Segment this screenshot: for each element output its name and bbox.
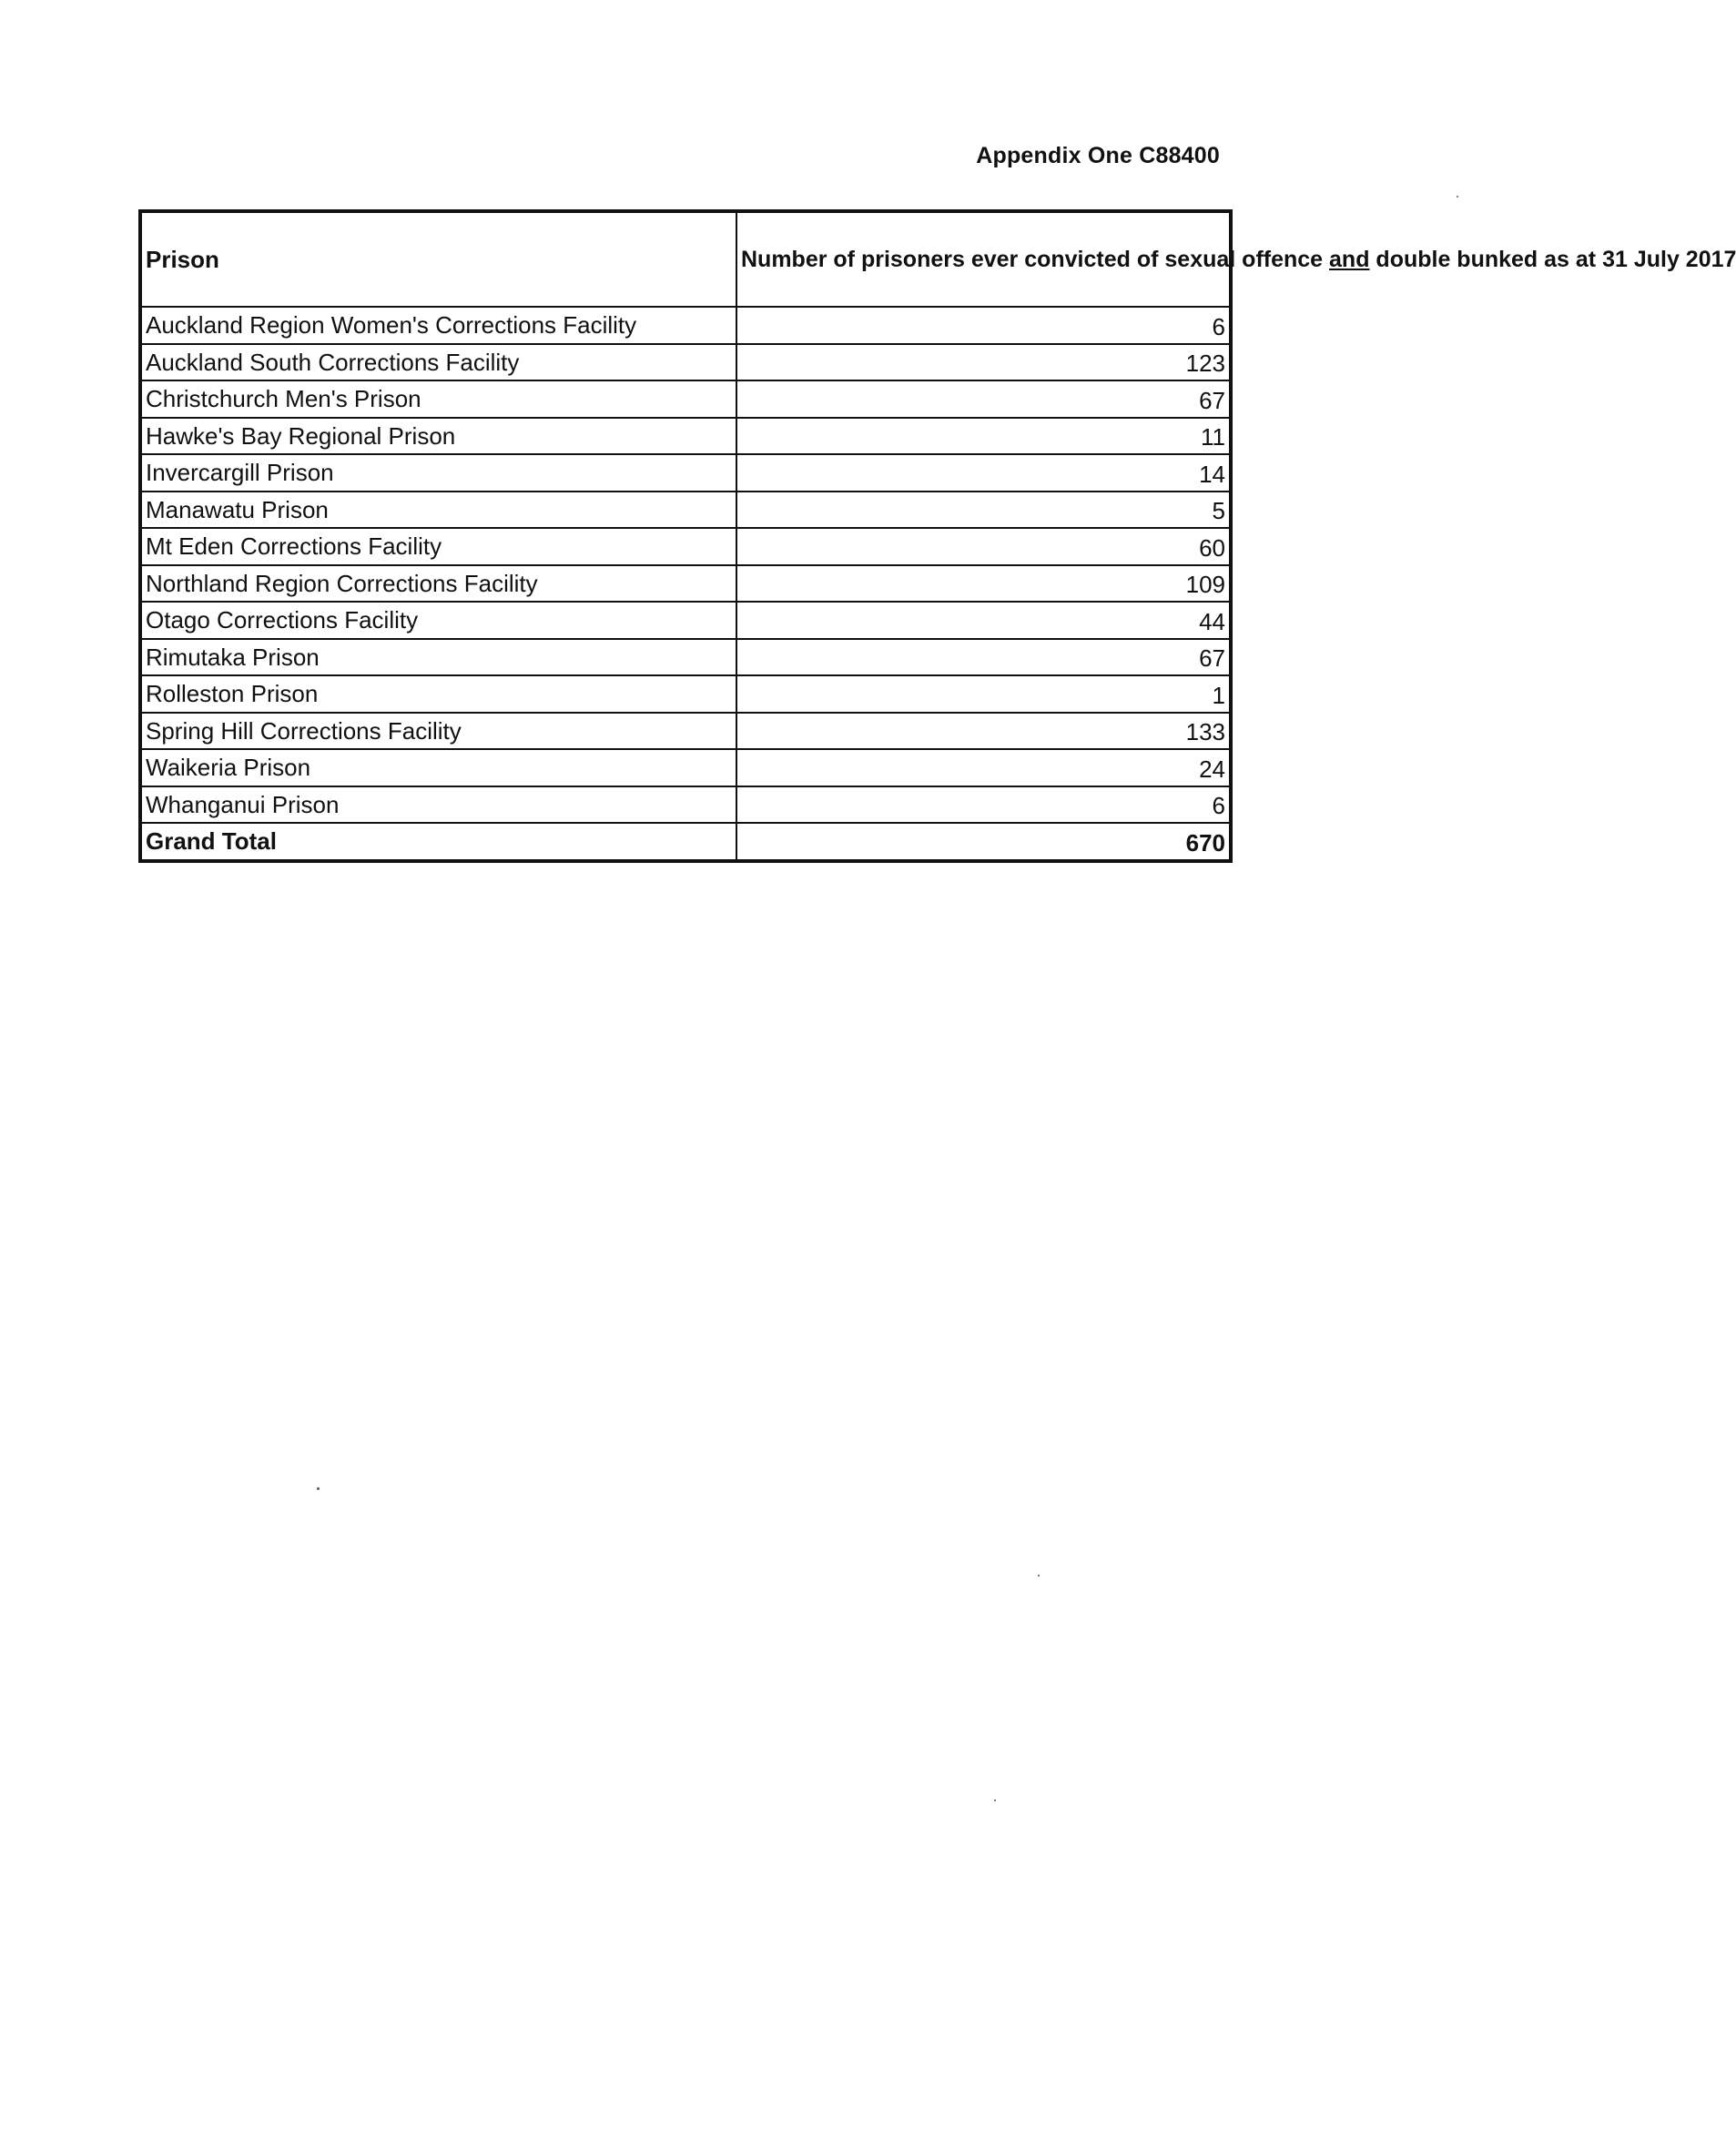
table-row <box>140 786 1231 824</box>
prison-name: Mt Eden Corrections Facility <box>140 528 736 565</box>
prison-name: Auckland South Corrections Facility <box>140 344 736 381</box>
table-row <box>140 528 1231 565</box>
prison-name: Manawatu Prison <box>140 492 736 529</box>
prisoner-count: 6 <box>736 786 1231 824</box>
table-row <box>140 749 1231 786</box>
table-row <box>140 602 1231 639</box>
prison-column-header: Prison <box>140 211 736 307</box>
prison-name: Hawke's Bay Regional Prison <box>140 418 736 455</box>
prison-name: Auckland Region Women's Corrections Facility <box>140 307 736 344</box>
prisoner-count: 14 <box>736 454 1231 492</box>
prisoner-count: 44 <box>736 602 1231 639</box>
count-header-emphasis: and <box>1329 247 1370 272</box>
table-row <box>140 344 1231 381</box>
prisoner-count: 6 <box>736 307 1231 344</box>
table-row <box>140 713 1231 750</box>
prison-name: Waikeria Prison <box>140 749 736 786</box>
prisoner-count: 123 <box>736 344 1231 381</box>
prisoner-count: 1 <box>736 675 1231 713</box>
grand-total-label: Grand Total <box>140 823 736 861</box>
prison-name: Invercargill Prison <box>140 454 736 492</box>
count-header-text-part1: Number of prisoners ever convicted of sexual offence <box>741 247 1330 272</box>
scan-speck <box>994 1800 996 1801</box>
table-row <box>140 418 1231 455</box>
prison-name: Spring Hill Corrections Facility <box>140 713 736 750</box>
scan-speck <box>1038 1575 1040 1576</box>
table-row <box>140 454 1231 492</box>
prisoner-count: 67 <box>736 639 1231 676</box>
table-header-row <box>140 211 1231 307</box>
count-column-header <box>736 211 1736 307</box>
count-header-text-part2: double bunked as at 31 July 2017 <box>1369 247 1736 272</box>
prisoner-count: 109 <box>736 565 1231 603</box>
table-row <box>140 307 1231 344</box>
scan-speck <box>317 1487 320 1490</box>
prison-name: Northland Region Corrections Facility <box>140 565 736 603</box>
table-row <box>140 639 1231 676</box>
prison-name: Rimutaka Prison <box>140 639 736 676</box>
prisoner-count: 11 <box>736 418 1231 455</box>
prison-name: Rolleston Prison <box>140 675 736 713</box>
prisoner-count: 5 <box>736 492 1231 529</box>
prisoner-count: 67 <box>736 380 1231 418</box>
table-row <box>140 492 1231 529</box>
prisoner-count: 60 <box>736 528 1231 565</box>
prisoner-count: 133 <box>736 713 1231 750</box>
grand-total-row <box>140 823 1231 861</box>
prison-name: Otago Corrections Facility <box>140 602 736 639</box>
prison-name: Whanganui Prison <box>140 786 736 824</box>
prisoner-count: 24 <box>736 749 1231 786</box>
table-row <box>140 380 1231 418</box>
prison-name: Christchurch Men's Prison <box>140 380 736 418</box>
page-title: Appendix One C88400 <box>976 143 1220 168</box>
table-row <box>140 565 1231 603</box>
table-row <box>140 675 1231 713</box>
grand-total-count: 670 <box>736 823 1231 861</box>
scan-speck <box>1457 196 1458 198</box>
prisoner-count-table <box>138 209 1736 863</box>
